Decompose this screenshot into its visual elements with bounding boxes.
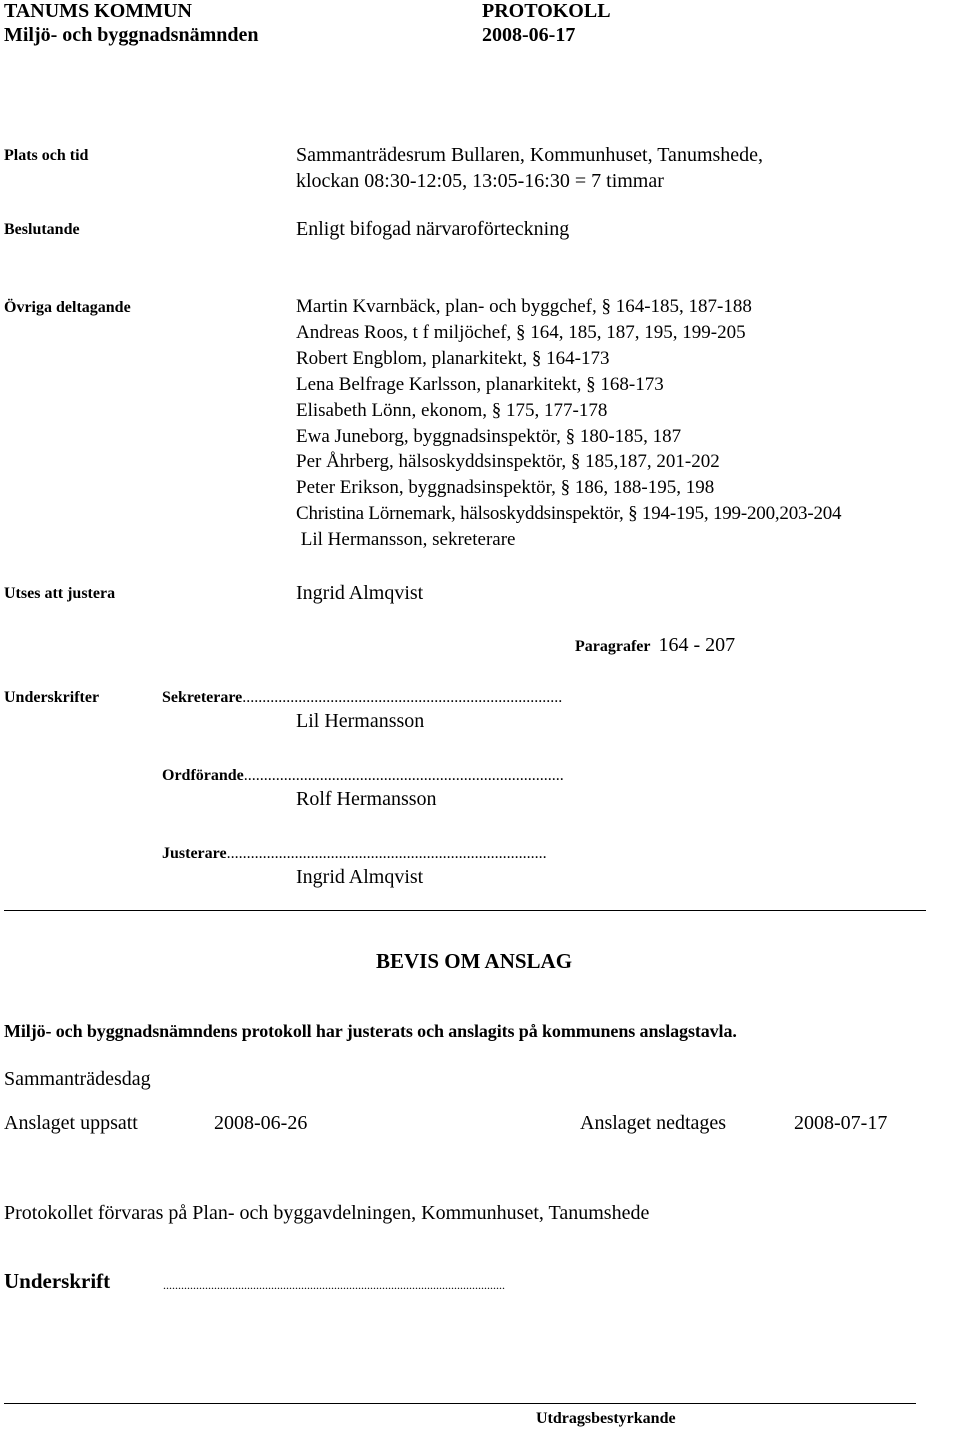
signature-dots-line: .................................................................................................................. — [163, 1278, 505, 1292]
chair-name: Rolf Hermansson — [296, 788, 437, 810]
meeting-date: 2008-06-17 — [482, 24, 576, 46]
footer-divider — [4, 1403, 916, 1404]
signatures-label: Underskrifter — [4, 689, 100, 706]
meeting-day-label: Sammanträdesdag — [4, 1068, 151, 1090]
place-line-2: klockan 08:30-12:05, 13:05-16:30 = 7 timmar — [296, 170, 664, 192]
signature-label: Underskrift — [4, 1269, 111, 1293]
notice-title: BEVIS OM ANSLAG — [376, 949, 573, 973]
participant-item: Elisabeth Lönn, ekonom, § 175, 177-178 — [296, 399, 608, 421]
participant-item: Peter Erikson, byggnadsinspektör, § 186, 188-195, 198 — [296, 477, 715, 499]
paragraphs-label: Paragrafer — [575, 638, 651, 655]
chair-line — [162, 766, 564, 786]
paragraphs — [575, 632, 735, 658]
participant-item: Per Åhrberg, hälsoskyddsinspektör, § 185,187, 201-202 — [296, 451, 720, 473]
signature-dots: ................................................................................ — [242, 689, 563, 706]
signature-dots: ................................................................................ — [243, 767, 564, 784]
participant-item: Lil Hermansson, sekreterare — [296, 529, 516, 551]
notice-statement: Miljö- och byggnadsnämndens protokoll har justerats och anslagits på kommunens anslagstavla. — [4, 1021, 737, 1041]
participant-list — [296, 294, 841, 553]
participant-item: Martin Kvarnbäck, plan- och byggchef, § 164-185, 187-188 — [296, 296, 752, 317]
others-label: Övriga deltagande — [4, 299, 131, 316]
deciding-value: Enligt bifogad närvaroförteckning — [296, 218, 570, 240]
participant-item: Andreas Roos, t f miljöchef, § 164, 185, 187, 195, 199-205 — [296, 321, 746, 343]
footer-label: Utdragsbestyrkande — [536, 1410, 676, 1427]
place-label: Plats och tid — [4, 147, 89, 164]
adjuster-value: Ingrid Almqvist — [296, 582, 424, 604]
removed-date: 2008-07-17 — [794, 1112, 888, 1134]
justerare-label: Justerare — [162, 845, 227, 862]
participant-item: Lena Belfrage Karlsson, planarkitekt, § 168-173 — [296, 373, 664, 395]
place-line-1: Sammanträdesrum Bullaren, Kommunhuset, Tanumshede, — [296, 144, 764, 166]
secretary-name: Lil Hermansson — [296, 710, 425, 732]
divider — [4, 910, 926, 911]
deciding-label: Beslutande — [4, 221, 80, 238]
board-name: Miljö- och byggnadsnämnden — [4, 24, 259, 46]
posted-date: 2008-06-26 — [214, 1112, 308, 1134]
removed-label: Anslaget nedtages — [580, 1112, 727, 1134]
posted-label: Anslaget uppsatt — [4, 1112, 138, 1134]
chair-label: Ordförande — [162, 767, 244, 784]
adjuster-label: Utses att justera — [4, 585, 116, 602]
secretary-line — [162, 688, 562, 708]
participant-item: Robert Engblom, planarkitekt, § 164-173 — [296, 347, 610, 369]
org-name: TANUMS KOMMUN — [4, 0, 192, 22]
paragraphs-value: 164 - 207 — [658, 634, 736, 656]
justerare-line — [162, 844, 547, 864]
signature-dots: ................................................................................ — [226, 845, 547, 862]
doc-type: PROTOKOLL — [482, 0, 611, 22]
participant-item: Ewa Juneborg, byggnadsinspektör, § 180-185, 187 — [296, 425, 682, 447]
participant-item: Christina Lörnemark, hälsoskyddsinspektör, § 194-195, 199-200,203-204 — [296, 503, 842, 525]
secretary-label: Sekreterare — [162, 689, 243, 706]
justerare-name: Ingrid Almqvist — [296, 866, 424, 888]
storage-note: Protokollet förvaras på Plan- och byggavdelningen, Kommunhuset, Tanumshede — [4, 1202, 650, 1224]
